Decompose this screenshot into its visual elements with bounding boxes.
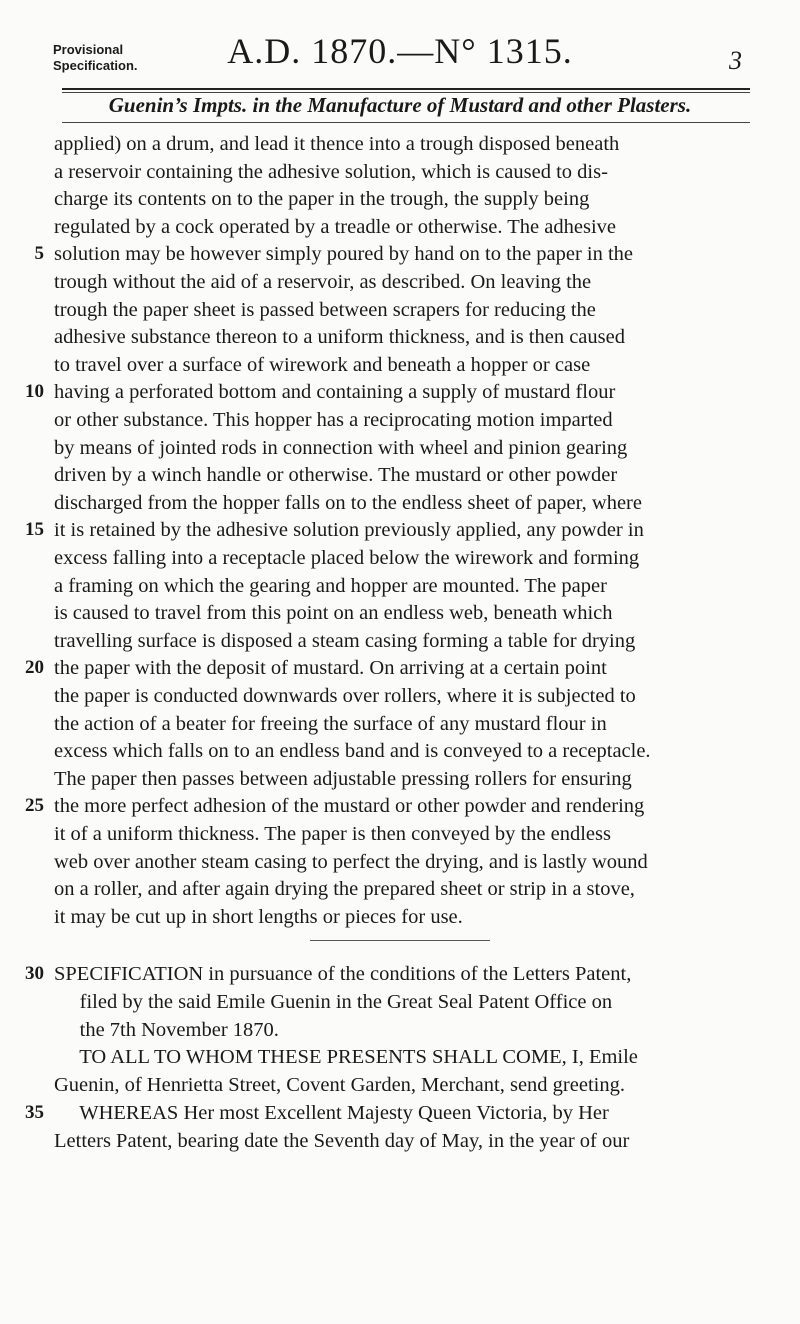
- body-line: [54, 461, 754, 489]
- line-text: it may be cut up in short lengths or pieces for use.: [54, 905, 463, 928]
- line-text: the paper is conducted downwards over rollers, where it is subjected to: [54, 685, 636, 707]
- body-line: [54, 903, 754, 931]
- line-text: the paper with the deposit of mustard. On arriving at a certain point: [54, 657, 607, 680]
- line-text: trough without the aid of a reservoir, as described. On leaving the: [54, 271, 592, 293]
- specification-line: [54, 988, 754, 1016]
- provisional-line-1: Provisional: [53, 42, 124, 57]
- body-line: [54, 572, 754, 600]
- line-text: filed by the said Emile Guenin in the Great Seal Patent Office on: [54, 990, 613, 1013]
- specification-line: [54, 1071, 754, 1099]
- specification-line: [25, 1099, 754, 1127]
- line-text: it of a uniform thickness. The paper is then conveyed by the endless: [54, 823, 611, 845]
- line-text: TO ALL TO WHOM THESE PRESENTS SHALL COME, I, Emile: [54, 1046, 638, 1069]
- line-text: discharged from the hopper falls on to the endless sheet of paper, where: [54, 491, 642, 514]
- body-line: [54, 130, 754, 158]
- specification-line: [54, 1016, 754, 1044]
- line-number: 15: [25, 519, 44, 541]
- body-line: [54, 268, 754, 296]
- body-line: [54, 710, 754, 738]
- body-line: [54, 434, 754, 462]
- line-text: having a perforated bottom and containing a supply of mustard flour: [54, 381, 616, 404]
- line-text: travelling surface is disposed a steam casing forming a table for drying: [54, 629, 636, 652]
- line-text: excess falling into a receptacle placed below the wirework and forming: [54, 547, 640, 569]
- running-subtitle: Guenin’s Impts. in the Manufacture of Mustard and other Plasters.: [108, 93, 692, 117]
- section-separator: [310, 940, 490, 941]
- line-text: or other substance. This hopper has a reciprocating motion imparted: [54, 409, 613, 431]
- line-text: is caused to travel from this point on an endless web, beneath which: [54, 602, 613, 625]
- line-text: the 7th November 1870.: [54, 1018, 279, 1041]
- line-text: SPECIFICATION in pursuance of the conditions of the Letters Patent,: [54, 963, 632, 985]
- specification-line: [25, 960, 754, 988]
- line-text: adhesive substance thereon to a uniform thickness, and is then caused: [54, 326, 625, 349]
- page-number: 3: [729, 46, 742, 75]
- line-text: a reservoir containing the adhesive solution, which is caused to dis-: [54, 160, 608, 183]
- line-number: 5: [34, 243, 44, 265]
- body-line: [54, 682, 754, 710]
- line-number: 30: [25, 963, 44, 984]
- line-text: it is retained by the adhesive solution previously applied, any powder in: [54, 519, 644, 542]
- line-text: The paper then passes between adjustable pressing rollers for ensuring: [54, 767, 632, 790]
- line-number: 25: [25, 795, 44, 817]
- specification-line: [54, 1127, 754, 1155]
- body-line: [54, 323, 754, 351]
- body-line: [25, 516, 754, 544]
- body-line: [25, 792, 754, 820]
- body-line: [54, 351, 754, 379]
- body-line: [54, 213, 754, 241]
- body-line: [54, 406, 754, 434]
- line-text: applied) on a drum, and lead it thence into a trough disposed beneath: [54, 133, 620, 155]
- body-line: [54, 627, 754, 655]
- body-line: [54, 765, 754, 793]
- line-text: on a roller, and after again drying the prepared sheet or strip in a stove,: [54, 878, 635, 901]
- document-title: A.D. 1870.—N° 1315.: [227, 31, 573, 71]
- line-number: 20: [25, 657, 44, 679]
- body-line: [54, 544, 754, 572]
- line-text: web over another steam casing to perfect the drying, and is lastly wound: [54, 850, 648, 873]
- line-text: regulated by a cock operated by a treadle or otherwise. The adhesive: [54, 215, 616, 238]
- body-line: [54, 489, 754, 517]
- body-line: [54, 158, 754, 186]
- line-text: WHEREAS Her most Excellent Majesty Queen Victoria, by Her: [54, 1102, 609, 1124]
- line-text: driven by a winch handle or otherwise. The mustard or other powder: [54, 464, 618, 487]
- body-line: [54, 848, 754, 876]
- header-rule: [62, 88, 750, 90]
- body-line: [25, 378, 754, 406]
- body-line: [54, 599, 754, 627]
- line-text: by means of jointed rods in connection with wheel and pinion gearing: [54, 436, 628, 459]
- subtitle-rule: [62, 122, 750, 123]
- line-text: a framing on which the gearing and hopper are mounted. The paper: [54, 574, 607, 597]
- line-number: 35: [25, 1102, 44, 1123]
- body-line: [25, 654, 754, 682]
- line-number: 10: [25, 381, 44, 403]
- body-line: [34, 240, 754, 268]
- line-text: trough the paper sheet is passed between scrapers for reducing the: [54, 298, 596, 321]
- line-text: Guenin, of Henrietta Street, Covent Garden, Merchant, send greeting.: [54, 1074, 625, 1097]
- body-line: [54, 185, 754, 213]
- body-line: [54, 820, 754, 848]
- specification-line: [54, 1043, 754, 1071]
- body-line: [54, 737, 754, 765]
- line-text: solution may be however simply poured by hand on to the paper in the: [54, 243, 634, 266]
- body-line: [54, 875, 754, 903]
- line-text: the action of a beater for freeing the surface of any mustard flour in: [54, 712, 607, 735]
- line-text: to travel over a surface of wirework and beneath a hopper or case: [54, 353, 591, 376]
- line-text: the more perfect adhesion of the mustard or other powder and rendering: [54, 795, 645, 818]
- line-text: excess which falls on to an endless band and is conveyed to a receptacle.: [54, 740, 651, 763]
- body-line: [54, 296, 754, 324]
- line-text: Letters Patent, bearing date the Seventh day of May, in the year of our: [54, 1129, 630, 1152]
- line-text: charge its contents on to the paper in the trough, the supply being: [54, 188, 590, 211]
- provisional-line-2: Specification.: [53, 58, 138, 73]
